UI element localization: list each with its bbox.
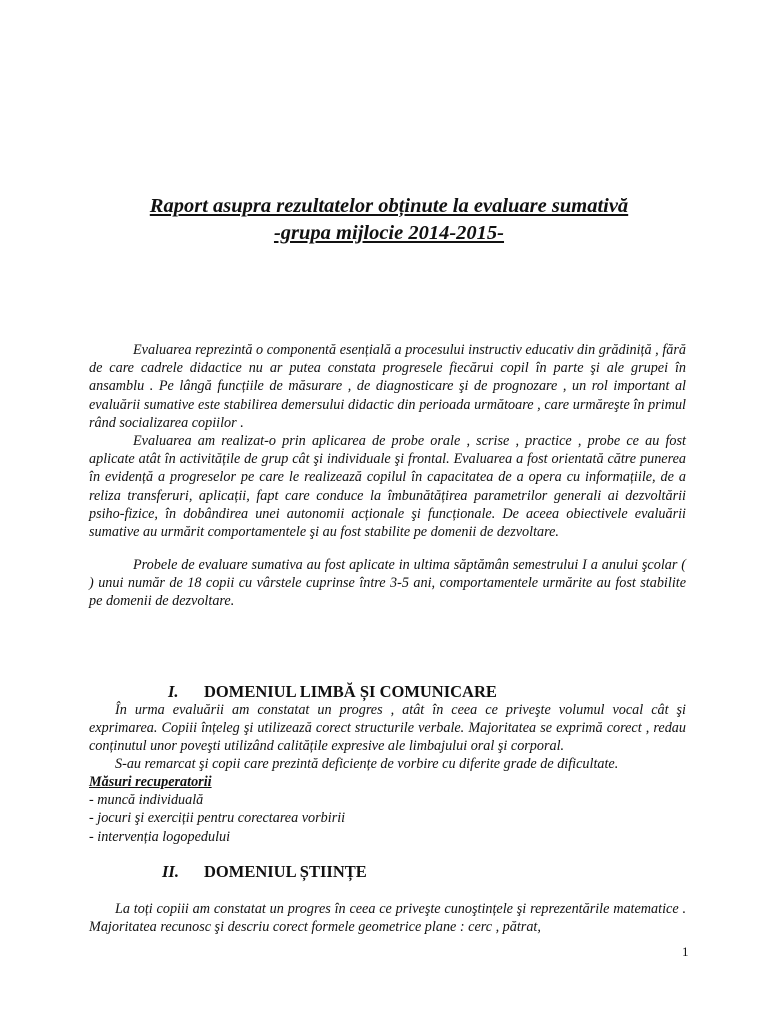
section-1-heading (168, 682, 497, 702)
intro-paragraph-3: Probele de evaluare sumativa au fost aplicate in ultima săptămân semestrului I a anului şcolar ( ) unui număr de 18 copii cu vârstele cuprinse între 3-5 ani, comportamentele urmărite au fost stabilite pe domenii de dezvoltare. (89, 557, 686, 610)
title-line-1: Raport asupra rezultatelor obținute la evaluare sumativă (149, 195, 629, 217)
section-2-title: DOMENIUL ȘTIINȚE (204, 862, 367, 881)
measures-list (89, 791, 689, 846)
intro-paragraph-1: Evaluarea reprezintă o componentă esențială a procesului instructiv educativ din grădiniță , fără de care cadrele didactice nu ar putea constata progresele fiecărui copil în parte şi ale grupei în ansamblu . Pe lângă funcțiile de măsurare , de diagnosticare şi de prognozare , un rol important al evaluării sumative este stabilirea demersului didactic din perioada următoare , care urmăreşte în primul rând socializarea copiilor . (89, 342, 686, 431)
section-1-paragraph-1: În urma evaluării am constatat un progres , atât în ceea ce priveşte volumul vocal cât şi exprimarea. Copiii înțeleg şi utilizează corect structurile verbale. Majoritatea se exprimă corect , redau conținutul unor poveşti utilizând calitățile expresive ale limbajului oral şi corporal. (89, 702, 686, 755)
page-number: 1 (682, 944, 689, 959)
section-1-title: DOMENIUL LIMBĂ ȘI COMUNICARE (204, 682, 497, 701)
intro-paragraph-2: Evaluarea am realizat-o prin aplicarea de probe orale , scrise , practice , probe ce au fost aplicate atât în activitățile de grup cât şi individuale şi frontal. Evaluarea a fost orientată către punerea în evidență a progreselor pe care le realizează copilul în capacitatea de a opera cu informațiile, de a reliza transferuri, aplicații, fapt care conduce la îmbunătățirea parametrilor generali ai dezvoltării psiho-fizice, în dobândirea unei autonomii acționale şi funcționale. De aceea obiectivele evaluării sumative au urmărit comportamentele şi au fost stabilite pe domenii de dezvoltare. (89, 433, 686, 541)
list-item: - intervenția logopedului (89, 828, 231, 845)
section-1-paragraph-2: S-au remarcat şi copii care prezintă deficiențe de vorbire cu diferite grade de dificultate. (115, 756, 619, 772)
measures-label: Măsuri recuperatorii (89, 774, 212, 790)
section-1-number: I. (168, 682, 179, 701)
list-item: - muncă individuală (89, 792, 204, 809)
document-title (0, 193, 768, 247)
measures-block (89, 773, 689, 846)
title-line-2: -grupa mijlocie 2014-2015- (273, 222, 505, 244)
section-2-number: II. (162, 862, 179, 881)
section-2-heading (162, 862, 367, 882)
list-item: - jocuri şi exerciții pentru corectarea vorbirii (89, 810, 346, 827)
section-2-paragraph-1: La toți copiii am constatat un progres în ceea ce priveşte cunoştințele şi reprezentările matematice . Majoritatea recunosc şi descriu corect formele geometrice plane : cerc , pătrat, (89, 901, 686, 936)
